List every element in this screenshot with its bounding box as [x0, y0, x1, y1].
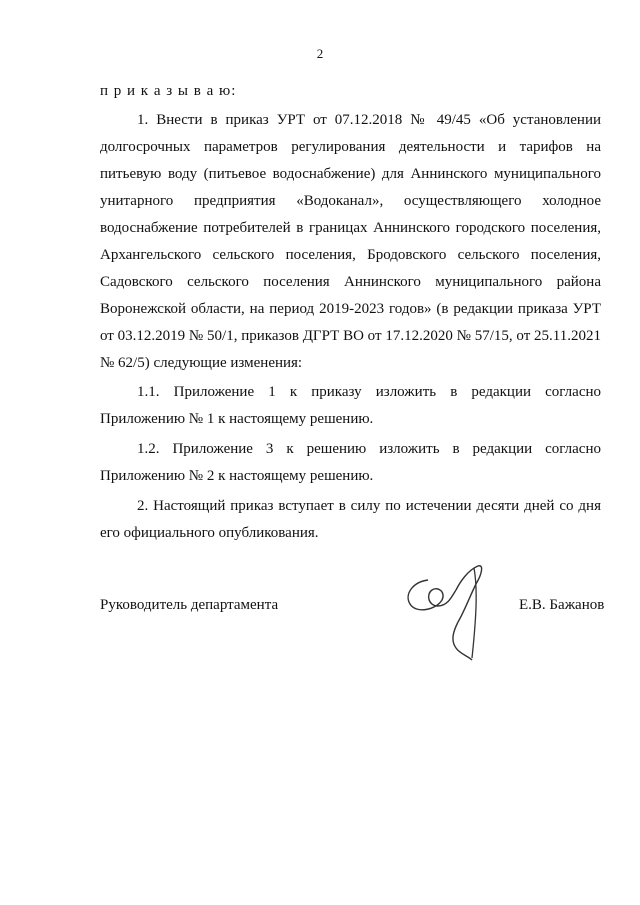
- item1-line-4: унитарного предприятия «Водоканал», осуществляющего холодное: [100, 193, 601, 209]
- item1-line-2: долгосрочных параметров регулирования деятельности и тарифов на: [100, 139, 601, 155]
- order-word: п р и к а з ы в а ю:: [100, 83, 237, 99]
- item1-line-8: Воронежской области, на период 2019-2023 годов» (в редакции приказа УРТ: [100, 301, 601, 317]
- item1-line-10: № 62/5) следующие изменения:: [100, 355, 303, 371]
- signatory-title: Руководитель департамента: [100, 597, 279, 613]
- item1-line-7: Садовского сельского поселения Аннинского муниципального района: [100, 274, 601, 290]
- item1-line-3: питьевую воду (питьевое водоснабжение) для Аннинского муниципального: [100, 166, 601, 182]
- handwritten-signature: [398, 560, 508, 665]
- item1-line-5: водоснабжение потребителей в границах Аннинского городского поселения,: [100, 220, 601, 236]
- item11-line-1: 1.1. Приложение 1 к приказу изложить в редакции согласно: [137, 384, 601, 400]
- item2-line-2: его официального опубликования.: [100, 525, 319, 541]
- page-number: 2: [316, 46, 324, 61]
- item1-line-9: от 03.12.2019 № 50/1, приказов ДГРТ ВО от 17.12.2020 № 57/15, от 25.11.2021: [100, 328, 601, 344]
- item1-line-6: Архангельского сельского поселения, Бродовского сельского поселения,: [100, 247, 601, 263]
- item11-line-2: Приложению № 1 к настоящему решению.: [100, 411, 374, 427]
- item1-line-1: 1. Внести в приказ УРТ от 07.12.2018 № 49/45 «Об установлении: [137, 112, 601, 128]
- signatory-name: Е.В. Бажанов: [519, 597, 605, 613]
- item12-line-2: Приложению № 2 к настоящему решению.: [100, 468, 374, 484]
- item2-line-1: 2. Настоящий приказ вступает в силу по истечении десяти дней со дня: [137, 498, 601, 514]
- item12-line-1: 1.2. Приложение 3 к решению изложить в редакции согласно: [137, 441, 601, 457]
